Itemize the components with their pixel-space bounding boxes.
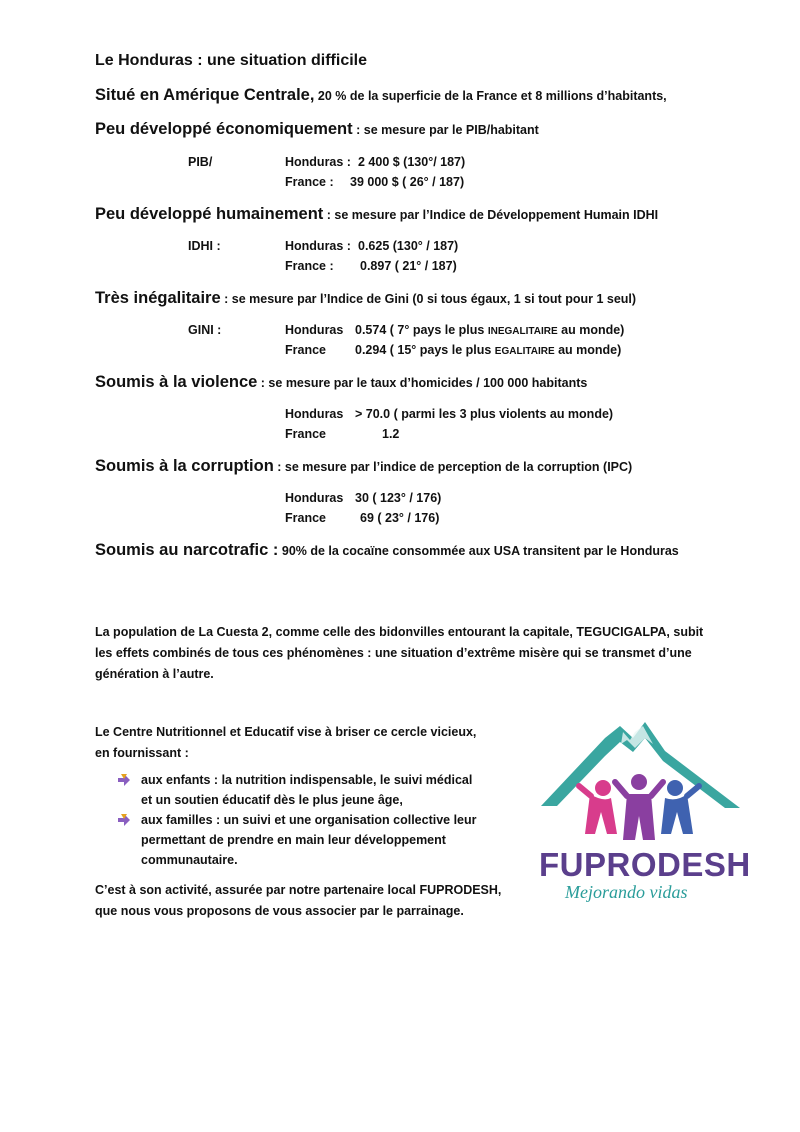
bullet-familles [141,810,477,870]
bullet-line: communautaire. [141,853,238,867]
ineg-row-honduras-country: Honduras [285,323,344,337]
viol-text: : se mesure par le taux d’homicides / 100 000 habitants [257,376,588,390]
ineg-row-france-value [355,343,621,357]
ineg-line [95,289,636,308]
paragraph-line: C’est à son activité, assurée par notre partenaire local FUPRODESH, [95,883,502,897]
paragraph-population [95,622,703,685]
ineg-honduras-tail: au monde) [557,323,625,337]
paragraph-line: que nous vous proposons de vous associer par le parrainage. [95,904,464,918]
logo-name: FUPRODESH [539,846,751,883]
ineg-honduras-caps: INEGALITAIRE [487,326,558,337]
paragraph-centre [95,722,476,764]
ineg-row-france-country: France [285,343,326,357]
viol-row-honduras-value: > 70.0 ( parmi les 3 plus violents au monde) [355,407,614,421]
bullet-line: permettant de prendre en main leur développement [141,833,446,847]
eco-label: PIB/ [188,155,213,169]
bullet-arrow-icon [118,774,130,786]
bullet-arrow-icon [118,814,130,826]
paragraph-line: en fournissant : [95,746,189,760]
fuprodesh-logo [535,716,751,906]
viol-heading: Soumis à la violence [95,373,258,391]
corr-heading: Soumis à la corruption [95,457,274,475]
paragraph-line: Le Centre Nutritionnel et Educatif vise à briser ce cercle vicieux, [95,725,477,739]
paragraph-parrainage [95,880,501,922]
corr-text: : se mesure par l’indice de perception de la corruption (IPC) [273,460,633,474]
bullet-line: aux familles : un suivi et une organisation collective leur [141,813,477,827]
paragraph-line: les effets combinés de tous ces phénomènes : une situation d’extrême misère qui se transmet d’une [95,646,692,660]
ineg-france-text: 0.294 ( 15° pays le plus [355,343,495,357]
bullet-enfants [141,770,472,810]
corr-row-france-country: France [285,511,326,525]
viol-line [95,373,587,392]
ineg-france-caps: EGALITAIRE [494,346,555,357]
eco-row-honduras-value: 2 400 $ (130°/ 187) [358,155,466,169]
hum-line [95,205,658,224]
logo-tagline: Mejorando vidas [565,882,688,902]
bullet-line: et un soutien éducatif dès le plus jeune âge, [141,793,403,807]
situe-text: 20 % de la superficie de la France et 8 millions d’habitants, [314,89,667,103]
bullet-line: aux enfants : la nutrition indispensable, le suivi médical [141,773,473,787]
viol-row-france-country: France [285,427,326,441]
eco-row-honduras-country: Honduras : [285,155,351,169]
corr-line [95,457,632,476]
hum-heading: Peu développé humainement [95,205,324,223]
narco-heading: Soumis au narcotrafic : [95,541,279,559]
eco-text: : se mesure par le PIB/habitant [352,123,539,137]
narco-text: 90% de la cocaïne consommée aux USA transitent par le Honduras [278,544,679,558]
eco-row-france-value: 39 000 $ ( 26° / 187) [350,175,465,189]
ineg-heading: Très inégalitaire [95,289,221,307]
hum-label: IDHI : [188,239,221,253]
ineg-row-honduras-value [355,323,624,337]
hum-row-honduras-value: 0.625 (130° / 187) [358,239,459,253]
corr-row-france-value: 69 ( 23° / 176) [360,511,440,525]
paragraph-line: La population de La Cuesta 2, comme celle des bidonvilles entourant la capitale, TEGUCIGALPA, subit [95,625,704,639]
page-title: Le Honduras : une situation difficile [95,52,368,69]
hum-text: : se mesure par l’Indice de Développement Humain IDHI [323,208,659,222]
paragraph-line: génération à l’autre. [95,667,214,681]
narco-line [95,541,679,560]
corr-row-honduras-country: Honduras [285,491,344,505]
viol-row-honduras-country: Honduras [285,407,344,421]
ineg-honduras-text: 0.574 ( 7° pays le plus [355,323,488,337]
hum-row-honduras-country: Honduras : [285,239,351,253]
eco-heading: Peu développé économiquement [95,120,353,138]
hum-row-france-country: France : [285,259,334,273]
corr-row-honduras-value: 30 ( 123° / 176) [355,491,442,505]
hum-row-france-value: 0.897 ( 21° / 187) [360,259,457,273]
eco-row-france-country: France : [285,175,334,189]
viol-row-france-value: 1.2 [382,427,400,441]
situe-heading: Situé en Amérique Centrale, [95,86,315,104]
ineg-text: : se mesure par l’Indice de Gini (0 si tous égaux, 1 si tout pour 1 seul) [220,292,637,306]
situe-line [95,86,667,105]
eco-line [95,120,539,139]
ineg-france-tail: au monde) [554,343,622,357]
ineg-label: GINI : [188,323,222,337]
